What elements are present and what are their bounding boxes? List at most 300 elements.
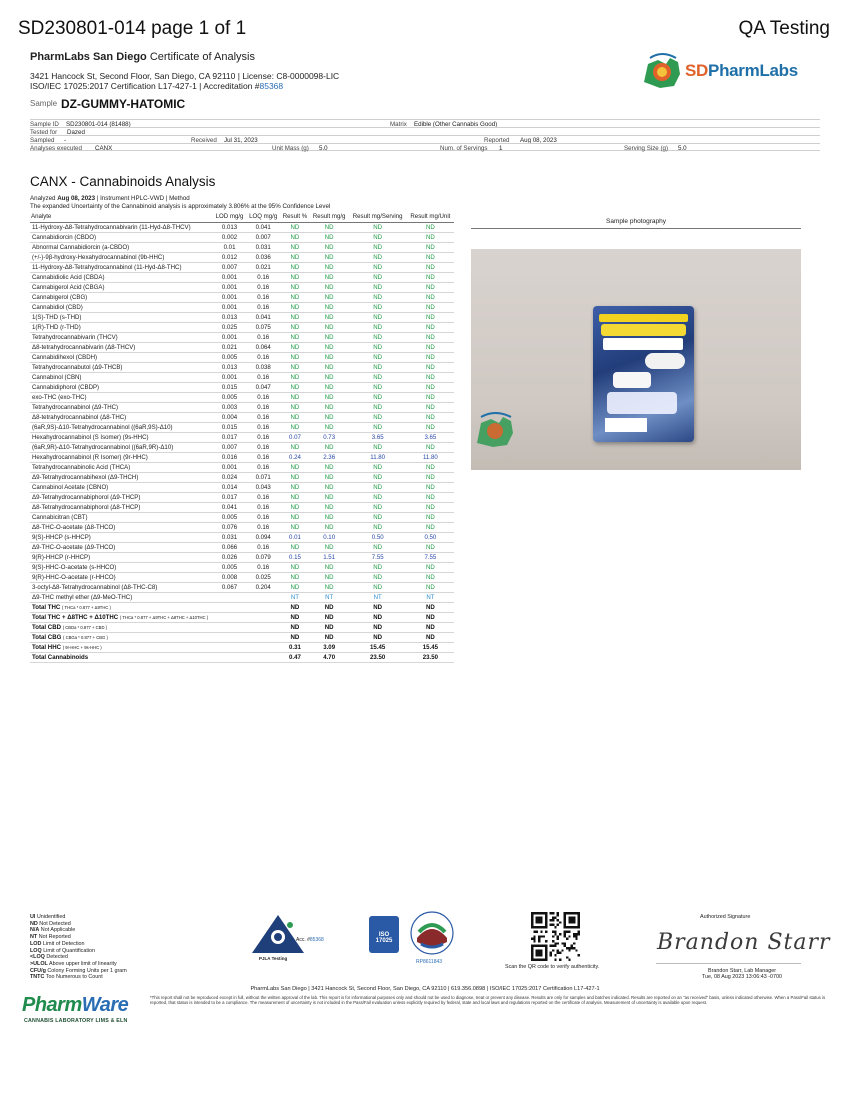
pharmware-a: Pharm: [22, 994, 82, 1016]
value-cell: ND: [280, 442, 310, 452]
value-cell: 0.031: [246, 242, 280, 252]
value-cell: ND: [280, 262, 310, 272]
total-row: [30, 642, 454, 652]
value-cell: NT: [280, 592, 310, 602]
value-cell: ND: [280, 572, 310, 582]
disclaimer: *This report shall not be reproduced except in full, without the written approval of the lab. This report is for informational purposes only and should not be used to diagnose, treat or prevent any disease. Results are only for samples and batches indicated. Results are reported on an "as received" basis, unless indicated otherwise. When a Pass/Fail status is reported, that status is intended to be a compliance. The measurement of uncertainty is not included in the Pass/Fail evaluation unless explicitly required by federal, state and local laws and regulations reported on the certificate of analysis. Measurement of uncertainty is available upon request.: [150, 995, 826, 1005]
qa-testing-label: QA Testing: [738, 18, 830, 39]
value-cell: 0.001: [213, 302, 246, 312]
total-value-cell: ND: [310, 602, 349, 612]
value-cell: ND: [310, 312, 349, 322]
value-cell: ND: [280, 482, 310, 492]
sample-name: DZ-GUMMY-HATOMIC: [61, 97, 186, 111]
column-header: Result %: [280, 214, 310, 222]
legend-abbr: CFU/g: [30, 967, 46, 974]
value-cell: 0.005: [213, 562, 246, 572]
legend-meaning: Unidentified: [36, 914, 66, 920]
total-value-cell: ND: [310, 632, 349, 642]
value-cell: ND: [349, 262, 407, 272]
signatory: [690, 968, 794, 981]
value-cell: 0.013: [213, 312, 246, 322]
analyte-cell: exo-THC (exo-THC): [30, 392, 213, 402]
tested-for-value: Dazed: [67, 129, 85, 136]
analyte-cell: 9(R)-HHCP (r-HHCP): [30, 552, 213, 562]
value-cell: 7.55: [349, 552, 407, 562]
value-cell: 0.50: [407, 532, 454, 542]
analyte-cell: Cannabinol (CBN): [30, 372, 213, 382]
analyte-cell: 9(R)-HHC-O-acetate (r-HHCO): [30, 572, 213, 582]
table-row: [30, 362, 454, 372]
value-cell: ND: [310, 292, 349, 302]
value-cell: 0.007: [213, 442, 246, 452]
analyte-cell: Cannabidiolic Acid (CBDA): [30, 272, 213, 282]
packet-dose-badge: [645, 353, 685, 369]
value-cell: [213, 592, 246, 602]
value-cell: 0.001: [213, 282, 246, 292]
value-cell: ND: [407, 502, 454, 512]
value-cell: ND: [310, 522, 349, 532]
analyte-cell: Tetrahydrocannabinol (Δ9-THC): [30, 402, 213, 412]
value-cell: ND: [349, 382, 407, 392]
servings-label: Num. of Servings: [440, 145, 488, 152]
value-cell: 0.16: [246, 332, 280, 342]
value-cell: ND: [280, 372, 310, 382]
total-value-cell: 4.70: [310, 652, 349, 662]
pharmware-b: Ware: [81, 994, 129, 1016]
value-cell: ND: [349, 362, 407, 372]
analyte-cell: Δ8-Tetrahydrocannabiphorol (Δ8-THCP): [30, 502, 213, 512]
meta-row: [30, 135, 820, 143]
value-cell: ND: [349, 402, 407, 412]
value-cell: ND: [407, 422, 454, 432]
total-label: Total CBG: [32, 633, 62, 641]
total-formula: ( THCa * 0.877 + Δ9THC ): [62, 604, 111, 610]
value-cell: 0.026: [213, 552, 246, 562]
table-row: [30, 242, 454, 252]
value-cell: 0.01: [213, 242, 246, 252]
value-cell: ND: [280, 272, 310, 282]
value-cell: ND: [280, 502, 310, 512]
value-cell: ND: [310, 262, 349, 272]
total-formula: ( CBGa * 0.877 + CBG ): [63, 634, 108, 640]
table-row: [30, 562, 454, 572]
analyte-cell: Cannabidiorcin (CBDO): [30, 232, 213, 242]
total-formula: ( CBDa * 0.877 + CBD ): [62, 624, 108, 630]
value-cell: ND: [407, 412, 454, 422]
table-row: [30, 422, 454, 432]
value-cell: 11.80: [349, 452, 407, 462]
doc-type: Certificate of Analysis: [149, 51, 255, 63]
total-label-cell: [30, 622, 280, 632]
value-cell: 0.003: [213, 402, 246, 412]
value-cell: ND: [349, 522, 407, 532]
value-cell: ND: [280, 542, 310, 552]
value-cell: ND: [349, 332, 407, 342]
pharmware-tagline: CANNABIS LABORATORY LIMS & ELN: [24, 1018, 128, 1024]
value-cell: 0.16: [246, 462, 280, 472]
legend-meaning: Colony Forming Units per 1 gram: [47, 967, 127, 974]
legend-meaning: Not Reported: [38, 934, 71, 941]
value-cell: 0.16: [246, 392, 280, 402]
photo-header: Sample photography: [471, 218, 801, 229]
total-value-cell: ND: [349, 602, 407, 612]
legend-item: [30, 921, 127, 928]
value-cell: 0.064: [246, 342, 280, 352]
value-cell: 0.005: [213, 512, 246, 522]
value-cell: 0.001: [213, 462, 246, 472]
table-row: [30, 522, 454, 532]
value-cell: 0.017: [213, 432, 246, 442]
value-cell: ND: [310, 222, 349, 232]
value-cell: 0.16: [246, 542, 280, 552]
abbreviation-legend: [30, 914, 127, 981]
value-cell: ND: [407, 442, 454, 452]
table-row: [30, 322, 454, 332]
value-cell: ND: [310, 302, 349, 312]
value-cell: 0.016: [213, 452, 246, 462]
value-cell: ND: [280, 582, 310, 592]
iso-line: [30, 81, 339, 91]
value-cell: ND: [407, 512, 454, 522]
table-row: [30, 472, 454, 482]
value-cell: ND: [349, 582, 407, 592]
value-cell: ND: [310, 442, 349, 452]
analyte-cell: Tetrahydrocannabivarin (THCV): [30, 332, 213, 342]
meta-row: [30, 127, 820, 135]
pjla-accreditation: [296, 937, 324, 943]
value-cell: ND: [310, 372, 349, 382]
logo-wordmark: [685, 61, 798, 81]
value-cell: ND: [407, 242, 454, 252]
value-cell: ND: [349, 312, 407, 322]
packet-product-name: [607, 392, 677, 414]
table-row: [30, 332, 454, 342]
legend-abbr: ND: [30, 920, 38, 927]
value-cell: ND: [349, 472, 407, 482]
total-label: Total THC + Δ8THC + Δ10THC: [32, 613, 119, 621]
value-cell: ND: [407, 322, 454, 332]
value-cell: ND: [407, 282, 454, 292]
legend-item: [30, 961, 127, 968]
value-cell: ND: [349, 282, 407, 292]
lab-stamp-icon: [473, 409, 517, 449]
table-row: [30, 572, 454, 582]
pjla-logo-icon: [248, 913, 338, 961]
value-cell: ND: [407, 392, 454, 402]
total-value-cell: 0.47: [280, 652, 310, 662]
total-value-cell: 15.45: [349, 642, 407, 652]
legend-item: [30, 914, 127, 921]
value-cell: ND: [310, 502, 349, 512]
total-value-cell: ND: [280, 602, 310, 612]
value-cell: 0.007: [246, 232, 280, 242]
value-cell: ND: [310, 422, 349, 432]
value-cell: ND: [310, 352, 349, 362]
value-cell: 3.65: [349, 432, 407, 442]
legend-abbr: TNTC: [30, 974, 45, 981]
analyte-cell: 11-Hydroxy-Δ8-Tetrahydrocannabinol (11-Hyd-Δ8-THC): [30, 262, 213, 272]
qr-caption: Scan the QR code to verify authenticity.: [505, 964, 600, 970]
table-row: [30, 312, 454, 322]
value-cell: ND: [310, 232, 349, 242]
table-header-row: [30, 214, 454, 222]
legend-item: [30, 954, 127, 961]
legend-item: [30, 927, 127, 934]
value-cell: 0.013: [213, 362, 246, 372]
analyte-cell: Tetrahydrocannabinolic Acid (THCA): [30, 462, 213, 472]
total-label: Total Cannabinoids: [32, 653, 89, 661]
value-cell: 0.025: [213, 322, 246, 332]
meta-row: [30, 143, 820, 151]
analyte-cell: Cannabigerol Acid (CBGA): [30, 282, 213, 292]
analyses-value: CANX: [95, 145, 113, 152]
legend-meaning: Above upper limit of linearity: [49, 960, 117, 967]
table-row: [30, 302, 454, 312]
sample-photo: [471, 249, 801, 470]
total-row: [30, 632, 454, 642]
analyte-cell: Cannabicitran (CBT): [30, 512, 213, 522]
value-cell: 0.10: [310, 532, 349, 542]
value-cell: ND: [349, 252, 407, 262]
total-value-cell: ND: [407, 622, 454, 632]
value-cell: ND: [407, 272, 454, 282]
value-cell: ND: [310, 252, 349, 262]
value-cell: NT: [310, 592, 349, 602]
analysis-info: [30, 195, 330, 211]
value-cell: ND: [310, 282, 349, 292]
value-cell: ND: [280, 562, 310, 572]
analyte-cell: Hexahydrocannabinol (R Isomer) (9r-HHC): [30, 452, 213, 462]
total-value-cell: ND: [407, 612, 454, 622]
analyte-cell: 9(S)-HHCP (s-HHCP): [30, 532, 213, 542]
servings-value: 1: [499, 145, 503, 152]
rp-label: RP8611843: [416, 959, 443, 965]
value-cell: NT: [349, 592, 407, 602]
page-title: SD230801-014 page 1 of 1: [18, 18, 247, 39]
value-cell: 0.075: [246, 322, 280, 332]
table-row: [30, 222, 454, 232]
analyte-cell: 11-Hydroxy-Δ8-Tetrahydrocannabivarin (11-Hyd-Δ8-THCV): [30, 222, 213, 232]
column-header: LOQ mg/g: [246, 214, 280, 222]
value-cell: ND: [349, 412, 407, 422]
value-cell: 3.65: [407, 432, 454, 442]
total-row: [30, 602, 454, 612]
logo-pharmlabs: PharmLabs: [708, 61, 798, 80]
value-cell: ND: [407, 362, 454, 372]
legend-meaning: Limit of Detection: [42, 940, 85, 947]
legend-abbr: <LOQ: [30, 954, 45, 961]
value-cell: 0.004: [213, 412, 246, 422]
value-cell: ND: [407, 462, 454, 472]
value-cell: ND: [349, 422, 407, 432]
value-cell: ND: [407, 542, 454, 552]
value-cell: ND: [280, 322, 310, 332]
packet-hhcp-banner: [603, 338, 683, 350]
analyte-cell: (6aR,9R)-Δ10-Tetrahydrocannabinol ((6aR,9R)-Δ10): [30, 442, 213, 452]
legend-abbr: UI: [30, 914, 36, 920]
value-cell: ND: [407, 342, 454, 352]
table-row: [30, 492, 454, 502]
table-row: [30, 452, 454, 462]
value-cell: ND: [280, 342, 310, 352]
meta-row: [30, 119, 820, 127]
total-value-cell: 23.50: [407, 652, 454, 662]
value-cell: ND: [407, 262, 454, 272]
value-cell: 0.079: [246, 552, 280, 562]
packet-brand-mark: [613, 372, 651, 388]
value-cell: 0.067: [213, 582, 246, 592]
legend-item: [30, 948, 127, 955]
value-cell: ND: [407, 332, 454, 342]
table-row: [30, 252, 454, 262]
value-cell: 0.005: [213, 352, 246, 362]
rp-seal-icon: [409, 910, 455, 956]
value-cell: 0.041: [246, 222, 280, 232]
value-cell: 0.15: [280, 552, 310, 562]
table-row: [30, 402, 454, 412]
legend-item: [30, 941, 127, 948]
accreditation-link[interactable]: 85368: [259, 81, 284, 91]
value-cell: ND: [349, 502, 407, 512]
table-row: [30, 342, 454, 352]
value-cell: ND: [349, 302, 407, 312]
value-cell: ND: [349, 392, 407, 402]
total-label-cell: [30, 612, 280, 622]
legend-item: [30, 968, 127, 975]
analyte-cell: Hexahydrocannabinol (S Isomer) (9s-HHC): [30, 432, 213, 442]
iso-line-text: ISO/IEC 17025:2017 Certification L17-427-1 | Accreditation #: [30, 81, 260, 91]
value-cell: ND: [407, 382, 454, 392]
value-cell: ND: [349, 572, 407, 582]
analyzed-line: [30, 195, 330, 203]
matrix-label: Matrix: [390, 121, 407, 128]
lab-address: [30, 71, 339, 91]
analyte-cell: Δ9-Tetrahydrocannabihexol (Δ9-THCH): [30, 472, 213, 482]
value-cell: 0.07: [280, 432, 310, 442]
table-row: [30, 552, 454, 562]
legend-meaning: Not Applicable: [40, 927, 76, 934]
value-cell: ND: [280, 472, 310, 482]
value-cell: ND: [349, 232, 407, 242]
value-cell: 0.16: [246, 452, 280, 462]
analyte-cell: Cannabidiol (CBD): [30, 302, 213, 312]
value-cell: ND: [310, 402, 349, 412]
analyzed-rest: | Instrument HPLC-VWD | Method: [95, 195, 190, 202]
sampled-value: -: [64, 137, 67, 144]
logo-sd: SD: [685, 61, 709, 80]
analyte-cell: Δ8-tetrahydrocannabinol (Δ8-THC): [30, 412, 213, 422]
received-value: Jul 31, 2023: [224, 137, 258, 144]
legend-item: [30, 974, 127, 981]
value-cell: ND: [310, 472, 349, 482]
analyte-cell: Δ9-THC methyl ether (Δ9-MeO-THC): [30, 592, 213, 602]
value-cell: ND: [280, 232, 310, 242]
total-value-cell: ND: [310, 612, 349, 622]
uncertainty-line: The expanded Uncertainty of the Cannabinoid analysis is approximately 3.806% at the 95% Confidence Level: [30, 203, 331, 210]
product-packet: [593, 306, 694, 442]
value-cell: ND: [310, 482, 349, 492]
value-cell: 0.16: [246, 492, 280, 502]
value-cell: ND: [310, 332, 349, 342]
lab-heading: [30, 51, 255, 63]
value-cell: NT: [407, 592, 454, 602]
analyte-cell: Cannabinol Acetate (CBNO): [30, 482, 213, 492]
value-cell: 0.036: [246, 252, 280, 262]
value-cell: ND: [280, 402, 310, 412]
tested-for-label: Tested for: [30, 129, 58, 136]
value-cell: 0.043: [246, 482, 280, 492]
value-cell: ND: [407, 582, 454, 592]
sampled-label: Sampled: [30, 137, 55, 144]
value-cell: ND: [349, 292, 407, 302]
value-cell: ND: [407, 372, 454, 382]
pjla-acc-link[interactable]: 85368: [309, 937, 324, 943]
total-label-cell: [30, 602, 280, 612]
value-cell: ND: [310, 512, 349, 522]
legend-meaning: Too Numerous to Count: [45, 974, 103, 981]
value-cell: ND: [407, 252, 454, 262]
analyte-cell: Cannabidihexol (CBDH): [30, 352, 213, 362]
value-cell: ND: [407, 302, 454, 312]
value-cell: 0.071: [246, 472, 280, 482]
table-row: [30, 542, 454, 552]
value-cell: ND: [407, 522, 454, 532]
value-cell: ND: [280, 522, 310, 532]
footer-address: PharmLabs San Diego | 3421 Hancock St, Second Floor, San Diego, CA 92110 | 619.356.0898 | ISO/IEC 17025:2017 Certification L17-427-1: [250, 986, 600, 992]
analyte-cell: Δ9-THC-O-acetate (Δ9-THCO): [30, 542, 213, 552]
value-cell: ND: [310, 562, 349, 572]
value-cell: ND: [349, 492, 407, 502]
total-value-cell: ND: [280, 612, 310, 622]
value-cell: ND: [310, 492, 349, 502]
value-cell: ND: [310, 272, 349, 282]
value-cell: 0.73: [310, 432, 349, 442]
table-row: [30, 352, 454, 362]
value-cell: ND: [310, 582, 349, 592]
total-label: Total HHC: [32, 643, 61, 651]
value-cell: ND: [310, 412, 349, 422]
reported-value: Aug 08, 2023: [520, 137, 557, 144]
column-header: LOD mg/g: [213, 214, 246, 222]
value-cell: 0.031: [213, 532, 246, 542]
value-cell: ND: [280, 382, 310, 392]
table-row: [30, 392, 454, 402]
value-cell: ND: [407, 292, 454, 302]
value-cell: 0.50: [349, 532, 407, 542]
value-cell: ND: [349, 272, 407, 282]
value-cell: 0.066: [213, 542, 246, 552]
value-cell: 0.16: [246, 512, 280, 522]
value-cell: 0.017: [213, 492, 246, 502]
total-value-cell: ND: [280, 632, 310, 642]
table-row: [30, 382, 454, 392]
iso-badge-text: ISO 17025: [375, 932, 393, 944]
value-cell: ND: [280, 282, 310, 292]
value-cell: ND: [407, 562, 454, 572]
analyte-cell: (+/-)-9β-hydroxy-Hexahydrocannabinol (9b-HHC): [30, 252, 213, 262]
packet-gummies-banner: [601, 324, 686, 336]
value-cell: ND: [280, 392, 310, 402]
qr-code-icon[interactable]: [531, 912, 580, 961]
legend-abbr: LOD: [30, 940, 42, 947]
total-value-cell: ND: [407, 632, 454, 642]
value-cell: 0.204: [246, 582, 280, 592]
value-cell: 0.014: [213, 482, 246, 492]
legend-meaning: Limit of Quantification: [43, 947, 96, 954]
analyte-cell: (6aR,9S)-Δ10-Tetrahydrocannabinol ((6aR,9S)-Δ10): [30, 422, 213, 432]
total-label: Total THC: [32, 603, 61, 611]
total-value-cell: ND: [407, 602, 454, 612]
